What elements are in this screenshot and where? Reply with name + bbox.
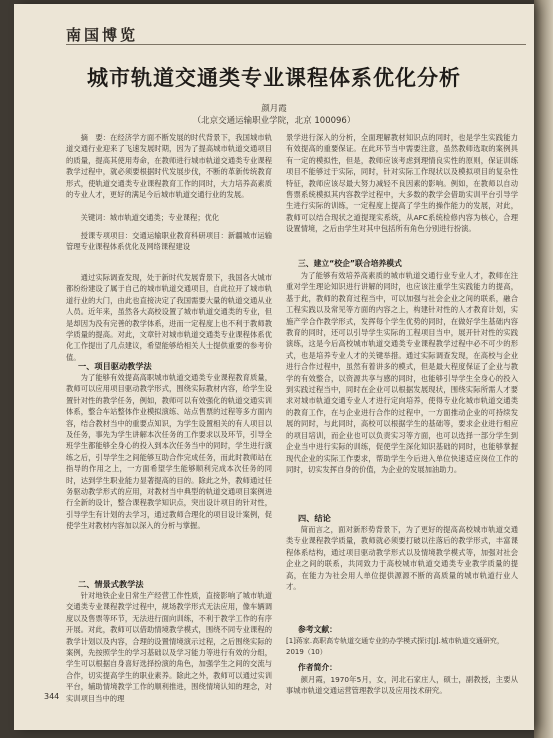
journal-page — [14, 4, 534, 730]
references-heading: 参考文献： — [298, 625, 337, 634]
section-2-text: 针对地铁企业日常生产经营工作性质，直接影响了城市轨道交通类专业课程教学过程中，规场教学形式无法应用，像车辆调度以及售票等环节，无法进行面向训练，不利于教学工作的有序开展。对此，教师可以借助情境教学模式，围绕不同专业课程的教学计划以及内容，合理的设置情境演示过程，之后围绕实际的案例，先按照学生的学习基础以及学习能力等进行有效的分组，学生可以根据自身喜好选择扮演的角色，加强学生之间的交流与合作，切实提高学生的职业素养。除此之外，教师可以通过实训平台，辅助情境教学工作的顺利推进，围绕情境认知的理念，对实训项目当中的理 — [66, 591, 272, 703]
author-bio: 颜月霞，1970年5月，女，河北石家庄人，硕士，副教授，主要从事城市轨道交通运营管理教学以及应用技术研究。 — [286, 675, 518, 696]
column-header: 南国博览 — [66, 26, 139, 44]
page-number: 344 — [44, 692, 60, 701]
header-rule — [66, 44, 526, 45]
intro-paragraph: 通过实际调查发现，处于新时代发展背景下，我国各大城市都纷纷建设了属于自己的城市轨道交通项目，自此拉开了城市轨道行业的大门，由此也直接决定了我国需要大量的轨道交通从业人员。近年来，虽然各大高校设置了城市轨道交通类的专业，但是却因为没有完善的教学体系，进而一定程度上也不利于教师教学质量的提高。对此，文章针对城市轨道交通类专业课程体系优化工作提出了几点建议，希望能够给相关人士提供重要的参考价值。 — [66, 273, 272, 362]
section-3-heading: 三、建立“校企”联合培养模式 — [298, 259, 402, 268]
fund-info: 授课专项项目：交通运输职业教育科研项目：新疆城市运输管理专业课程体系优化及网络课程建设 — [66, 231, 272, 252]
reference-item: [1]蒋家.高职高专轨道交通专业的办学模式探讨[J].城市轨道交通研究，2019（10） — [286, 637, 504, 656]
section-4-heading: 四、结论 — [298, 513, 331, 523]
column-2-continued: 景学进行深入的分析，全面理解教材知识点的同时，也是学生实践能力有效提高的重要保证。在此环节当中需要注意，虽然教师选取的案例具有一定的模拟性，但是，教师应该考虑到理情良实性的原则，保证训练项目不能够过于实际，同时，针对实际工作现状以及模拟项目的复杂性特征，教师应该尽最大努力减轻不良因素的影响。例如，在教师以自动售票系统模拟其内容教学过程中，大多数的教学会借助实训平台引导学生进行实际的训练，一定程度上提高了学生的操作能力的发展，对此，教师可以结合现状之道提现实系统，从AFC系统检修内容为核心，合理设置情境，之后由学生对其中包括所有角色分别进行扮演。 — [286, 133, 518, 234]
section-1-text: 为了能够有效提高高职城市轨道交通类专业课程教育质量，教师可以应用项目驱动教学形式，围绕实际教材内容，给学生设置针对性的教学任务，例如，教师可以有效强化的轨道交通实训体系，整合车站整体作业模拟演练、站点售票的过程等多方面内容，结合教材当中的重要点知识，为学生设置相关的有人项目以及任务，事先为学生讲解本次任务的工作要求以及环节，引导全班学生都能够全身心的投入到本次任务当中的同时，学生进行演练之后，引导学生之间能够互助合作完成任务，而此时教师站在指导的作用之上，一方面希望学生能够顺利完成本次任务的同时，达到学生职业能力显著提高的目的。除此之外，教师通过任务驱动教学形式的应用，对教材当中典型的轨道交通项目案例进行全新的设计，整合课程教学知识点，突出设计项目的针对性，引导学生有计划的去学习，通过教师合理化的项目设计案例，促使学生对教材内容加以深入的分析与掌握。 — [66, 373, 272, 531]
article-title: 城市轨道交通类专业课程体系优化分析 — [87, 66, 461, 90]
section-3-text: 为了能够有效培养高素质的城市轨道交通行业专业人才，教师在注重对学生理论知识进行讲解的同时，也应该注重学生实践能力的提高，基于此，教师的教育过程当中，可以加强与社会企业之间的联系，融合工程实践以及常见等方面的内容之上，构建针对性的人才教育计划，实施产学合作教学形式，发挥每个学生优势的同时，在做好学生基础内容教育的同时，还可以引导学生实际的工程项目当中，展开针对性的实践演练，这是今后高校城市轨道交通类专业课程教学过程中必不可少的形式，也是培养专业人才的关键举措。通过实际调查发现，在高校与企业进行合作过程中，虽然有着讲多的模式，但是最大程度保证了企业与教学的有效整合，以资源共享与感的同时，也能够引导学生全身心的投入到实践过程当中，同时在企业可以根据发展现状，围绕实际所需人才要求对城市轨道交通专业人才进行定向培养，使得专业化城市轨道交通类的教育工作，在与企业进行合作的过程中，一方面推动企业的可持续发展的同时，与此同时，高校可以根据学生的基础等，要求企业进行相应的项目培训，而企业也可以负责实习等方面，也可以选择一部分学生到企业当中进行实际的训练，促使学生深化知识基础的同时，也能够掌握现代企业的实际工作要求，帮助学生今后进入单位快速适应岗位工作的同时，切实发挥自身的价值，为企业的发展加油助力。 — [286, 271, 518, 474]
keywords: 关键词：城市轨道交通类；专业课程；优化 — [80, 213, 220, 222]
article-affiliation: （北京交通运输职业学院，北京 100096） — [192, 116, 356, 126]
section-4-text: 简而言之，面对新形势背景下，为了更好的提高高校城市轨道交通类专业课程教学质量，教师就必须要打破以往落后的教学形式，丰富课程体系结构，通过项目驱动教学形式以及情境教学模式等，加强对社会企业之间的联系，共同致力于高校城市轨道交通类专业教学质量的提高，在能力为社会用人单位提供源源不断的高质量的城市轨道行业人才。 — [286, 525, 518, 592]
next-page-edge — [534, 0, 553, 738]
section-2-heading: 二、情景式教学法 — [78, 579, 144, 589]
abstract: 摘 要：在经济学方面不断发展的时代背景下，我国城市轨道交通行业迎来了飞速发展时期，因为了提高城市轨道交通项目的质量，提高其使用寿命，在教师进行城市轨道交通类专业课程教学过程中，就必须要根据时代发展步伐，不断的革新传统教育形式，使轨道交通类专业课程教育工作的同时，大力培养高素质的专业人才，更好的满足今后城市轨道交通行业的发展。 — [66, 133, 272, 200]
author-bio-heading: 作者简介： — [298, 663, 337, 672]
article-author: 颜月霞 — [261, 104, 287, 114]
section-1-heading: 一、项目驱动教学法 — [78, 361, 152, 371]
